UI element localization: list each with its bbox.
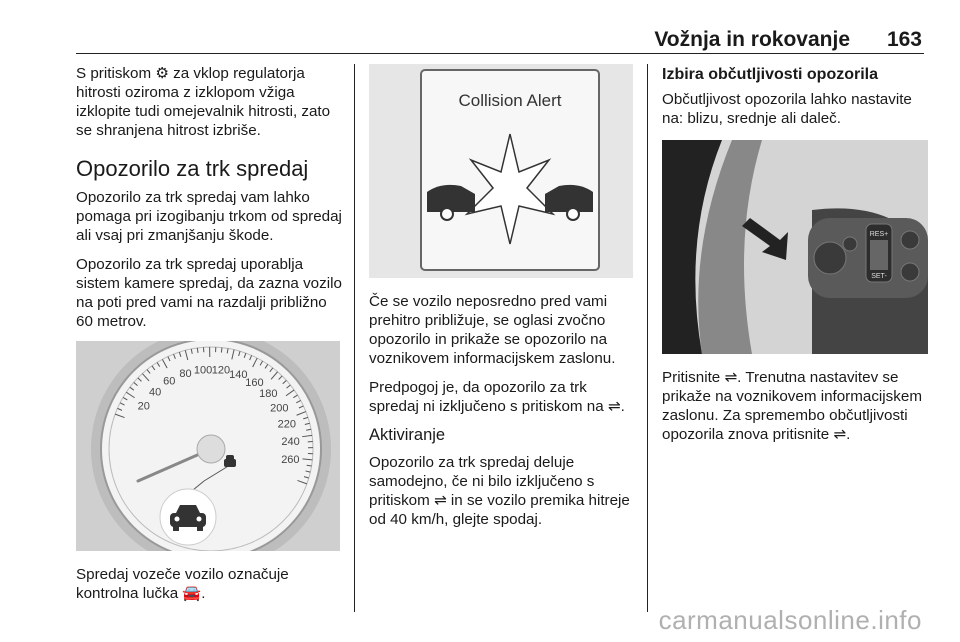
gauge-label: 140 [229,368,248,381]
speedometer-figure [76,341,340,551]
gauge-label: 60 [163,375,176,388]
paragraph-6: Občutljivost opozorila lahko nastavite na: blizu, srednje ali daleč. [662,91,912,127]
paragraph-1: Opozorilo za trk spredaj vam lahko pomaga pri izogibanju trkom od spredaj ali vsaj pri zmanjšanju škode. [76,189,342,244]
header-rule [76,53,924,54]
gauge-label: 80 [179,368,192,381]
steering-wheel-figure [662,140,928,354]
section-heading-collision: Opozorilo za trk spredaj [76,156,309,181]
gauge-label: 200 [270,402,289,415]
gauge-label: 160 [245,376,264,389]
collision-alert-title: Collision Alert [458,91,562,110]
section-heading-sensitivity: Izbira občutljivosti opozorila [662,66,879,83]
section-heading-activation: Aktiviranje [369,426,446,444]
gauge-tick [197,348,198,353]
gauge-label: 260 [281,453,300,466]
column-3 [662,64,928,454]
column-divider-1 [354,64,355,612]
page-number: 163 [886,28,922,51]
intro-paragraph: S pritiskom ⚙ za vklop regulatorja hitrosti oziroma z izklopom vžiga izklopite tudi omejevalnik hitrosti, zato se shranjena hitrost izbriše. [76,65,331,139]
paragraph-3: Če se vozilo neposredno pred vami prehitro približuje, se oglasi zvočno opozorilo in prikaže se opozorilo na voznikovem informacijskem zaslonu. [369,293,616,367]
paragraph-4: Predpogoj je, da opozorilo za trk spredaj ni izključeno s pritiskom na ⇌. [369,379,625,415]
gauge-label: 220 [277,418,297,431]
paragraph-2: Opozorilo za trk spredaj uporablja sistem kamere spredaj, da zazna vozilo na poti pred vami na razdalji približno 60 metrov. [76,256,342,330]
paragraph-5: Opozorilo za trk spredaj deluje samodejno, če ni bilo izključeno s pritiskom ⇌ in se vozilo premika hitreje od 40 km/h, glejte spodaj. [369,454,630,528]
column-1 [76,64,344,613]
paragraph-7: Pritisnite ⇌. Trenutna nastavitev se prikaže na voznikovem informacijskem zaslonu. Za spremembo občutljivosti opozorila znova pritisnite ⇌. [662,369,922,443]
gauge-label: 240 [281,436,300,449]
gauge-tick [221,348,222,353]
gauge-label: 100 [193,364,213,377]
column-divider-2 [647,64,648,612]
watermark-text: carmanualsonline.info [658,605,922,635]
page-header-title: Vožnja in rokovanje [654,28,850,51]
collision-alert-figure [369,64,633,278]
set-label: SET- [871,273,887,280]
gauge-label: 120 [211,364,231,377]
resume-label: RES+ [869,231,889,238]
gauge-label: 20 [137,400,150,413]
column-2 [369,64,635,539]
gauge-label: 180 [259,388,278,401]
gauge-label: 40 [149,386,162,399]
figure-caption: Spredaj vozeče vozilo označuje kontrolna lučka 🚘. [76,566,289,602]
